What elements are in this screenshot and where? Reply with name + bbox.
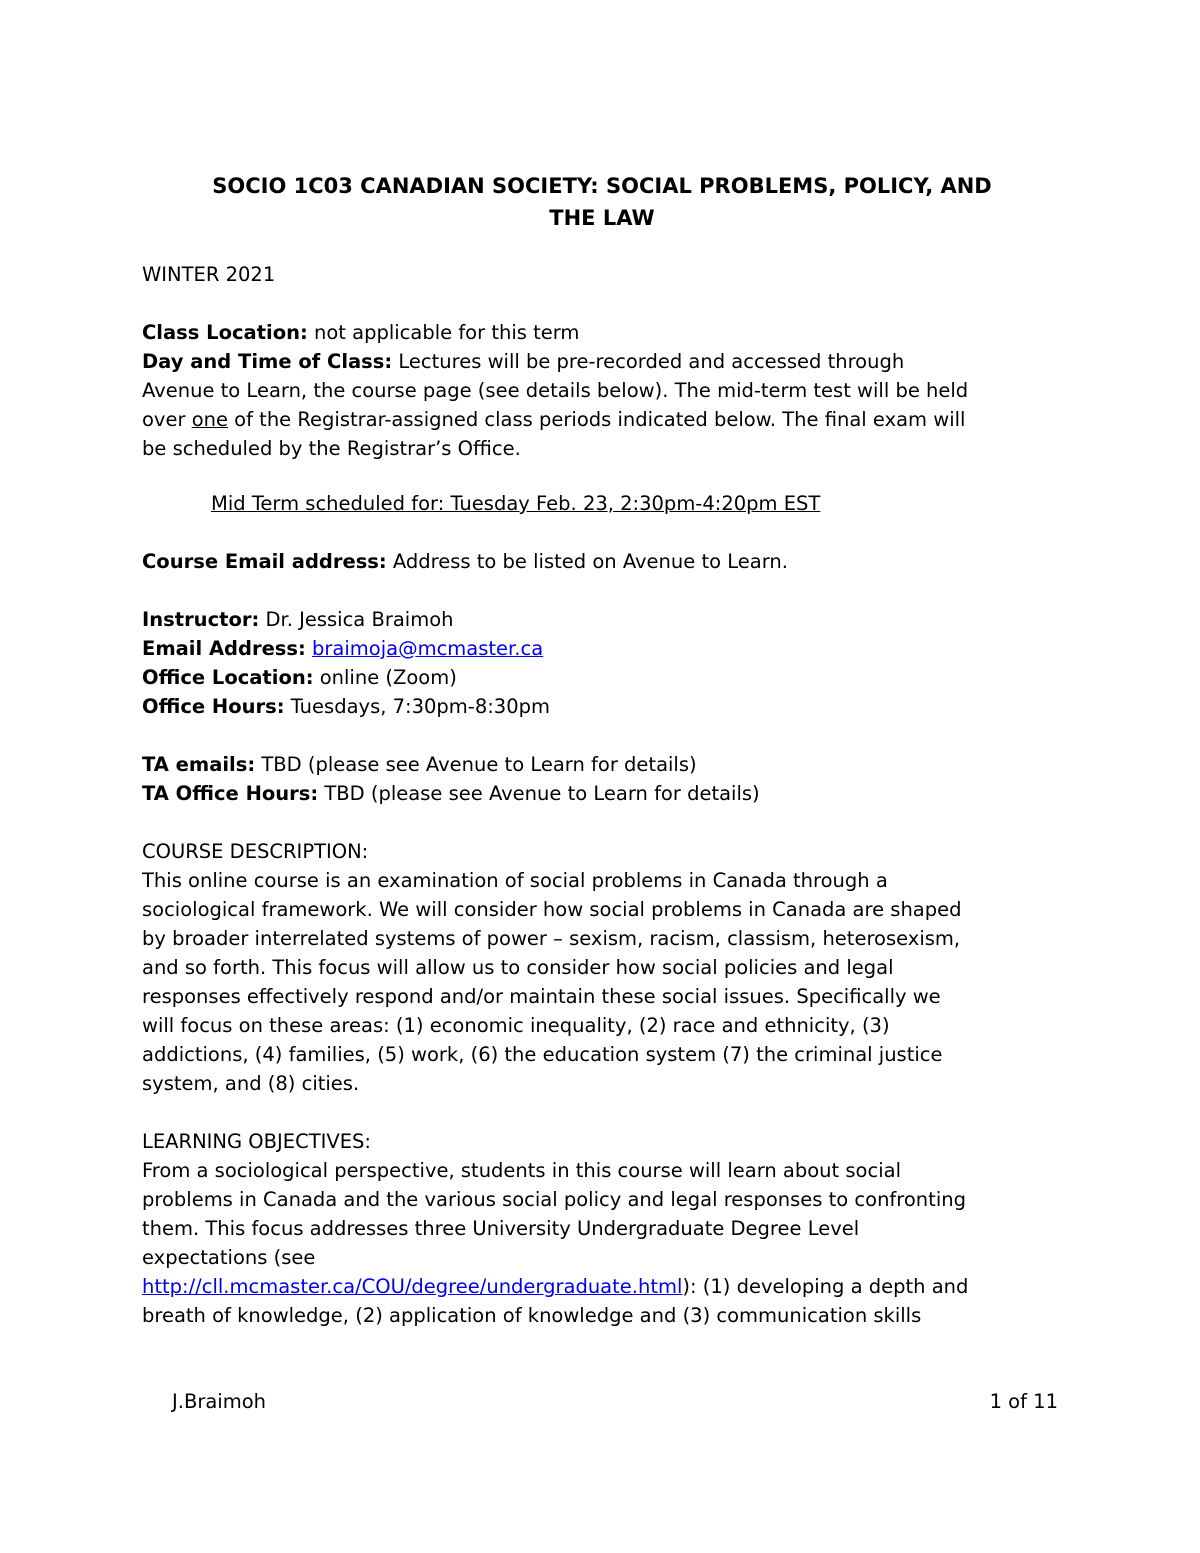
course-description-line: will focus on these areas: (1) economic inequality, (2) race and ethnicity, (3) — [142, 1014, 890, 1037]
ta-emails-value: TBD (please see Avenue to Learn for details) — [255, 753, 697, 776]
learning-objectives-line: problems in Canada and the various social policy and legal responses to confronting — [142, 1188, 966, 1211]
learning-objectives-link-line — [142, 1272, 1062, 1301]
term: WINTER 2021 — [142, 263, 276, 286]
office-location-value: online (Zoom) — [313, 666, 457, 689]
office-location — [142, 663, 1062, 692]
course-description-line: addictions, (4) families, (5) work, (6) the education system (7) the criminal justice — [142, 1043, 943, 1066]
day-time-line-1 — [142, 347, 1062, 376]
course-description-line: and so forth. This focus will allow us to consider how social policies and legal — [142, 956, 894, 979]
course-email-value: Address to be listed on Avenue to Learn. — [386, 550, 788, 573]
day-time-line-4: be scheduled by the Registrar’s Office. — [142, 437, 521, 460]
day-time-line-3 — [142, 405, 1062, 434]
day-time-label: Day and Time of Class: — [142, 350, 393, 373]
day-time-line-2: Avenue to Learn, the course page (see details below). The mid-term test will be held — [142, 379, 969, 402]
office-hours-value: Tuesdays, 7:30pm-8:30pm — [284, 695, 550, 718]
ta-office-hours-value: TBD (please see Avenue to Learn for details) — [318, 782, 760, 805]
learning-objectives-line: breath of knowledge, (2) application of knowledge and (3) communication skills — [142, 1304, 922, 1327]
class-location — [142, 318, 1062, 347]
learning-objectives-line: expectations (see — [142, 1246, 316, 1269]
page-footer — [172, 1387, 1058, 1416]
instructor-label: Instructor: — [142, 608, 260, 631]
day-time-text-3a: over — [142, 408, 192, 431]
class-location-label: Class Location: — [142, 321, 308, 344]
course-description-line: system, and (8) cities. — [142, 1072, 360, 1095]
day-time-text-1: Lectures will be pre-recorded and accessed through — [392, 350, 905, 373]
course-email — [142, 547, 1062, 576]
course-description-line: sociological framework. We will consider how social problems in Canada are shaped — [142, 898, 962, 921]
ta-office-hours-label: TA Office Hours: — [142, 782, 319, 805]
office-hours-label: Office Hours: — [142, 695, 285, 718]
course-description-line: by broader interrelated systems of power – sexism, racism, classism, heterosexism, — [142, 927, 961, 950]
course-email-label: Course Email address: — [142, 550, 387, 573]
learning-objectives-line: them. This focus addresses three University Undergraduate Degree Level — [142, 1217, 860, 1240]
instructor-value: Dr. Jessica Braimoh — [259, 608, 454, 631]
course-description-line: This online course is an examination of social problems in Canada through a — [142, 869, 888, 892]
email-link[interactable]: braimoja@mcmaster.ca — [312, 637, 544, 660]
day-time-text-3b: of the Registrar-assigned class periods indicated below. The final exam will — [227, 408, 966, 431]
office-hours — [142, 692, 1062, 721]
ta-emails — [142, 750, 1062, 779]
footer-page-number: 1 of 11 — [989, 1390, 1058, 1413]
degree-expectations-link[interactable]: http://cll.mcmaster.ca/COU/degree/undergraduate.html — [142, 1275, 683, 1298]
day-time-underlined-one: one — [191, 408, 228, 431]
learning-objectives-line: From a sociological perspective, students in this course will learn about social — [142, 1159, 901, 1182]
email-address — [142, 634, 1062, 663]
midterm-schedule: Mid Term scheduled for: Tuesday Feb. 23, 2:30pm-4:20pm EST — [211, 492, 821, 515]
email-label: Email Address: — [142, 637, 306, 660]
course-title-line-2: THE LAW — [549, 206, 655, 230]
page-content — [142, 170, 1062, 1330]
course-title-line-1: SOCIO 1C03 CANADIAN SOCIETY: SOCIAL PROBLEMS, POLICY, AND — [212, 174, 992, 198]
ta-emails-label: TA emails: — [142, 753, 256, 776]
learning-objectives-heading: LEARNING OBJECTIVES: — [142, 1130, 371, 1153]
course-description-line: responses effectively respond and/or maintain these social issues. Specifically we — [142, 985, 941, 1008]
office-location-label: Office Location: — [142, 666, 314, 689]
class-location-value: not applicable for this term — [307, 321, 580, 344]
course-description-heading: COURSE DESCRIPTION: — [142, 840, 369, 863]
instructor — [142, 605, 1062, 634]
learning-objectives-after-link: ): (1) developing a depth and — [682, 1275, 969, 1298]
ta-office-hours — [142, 779, 1062, 808]
footer-author: J.Braimoh — [172, 1390, 266, 1413]
